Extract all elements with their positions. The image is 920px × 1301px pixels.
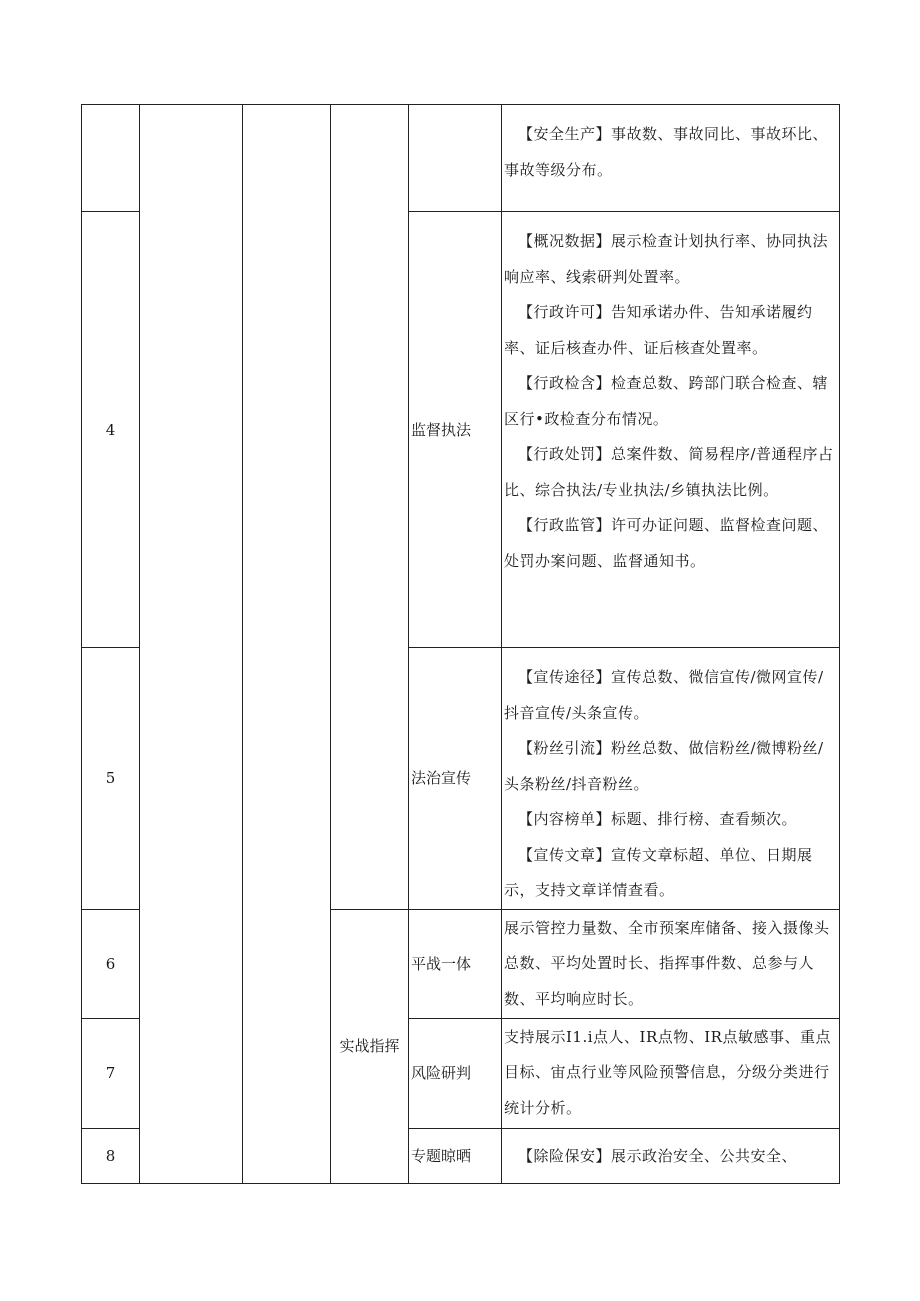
- description-paragraph: 【行政处罚】总案件数、简易程序/普通程序占比、综合执法/专业执法/乡镇执法比例。: [504, 445, 834, 499]
- module-cell: 监督执法: [409, 212, 502, 648]
- module-cell: 法治宣传: [409, 648, 502, 910]
- description-cell: [502, 212, 840, 648]
- row-number-cell: 4: [82, 212, 140, 648]
- description-cell: [502, 648, 840, 910]
- description-paragraph: 【行政监管】许可办证问题、监督检查问题、处罚办案问题、监督通知书。: [504, 516, 829, 570]
- module-cell: [409, 105, 502, 212]
- description-paragraph: 【行政许可】告知承诺办件、告知承诺履约率、证后核查办件、证后核查处置率。: [504, 303, 813, 357]
- description-paragraph: 【概况数据】展示检查计划执行率、协同执法响应率、线索研判处置率。: [504, 232, 829, 286]
- empty-column-cell: [243, 105, 331, 1184]
- description-paragraph: 【行政检含】检查总数、跨部门联合检查、辖区行•政检查分布情况。: [504, 374, 829, 428]
- row-number-cell: 7: [82, 1018, 140, 1128]
- empty-column-cell: [140, 105, 243, 1184]
- description-paragraph: 【除险保安】展示政治安全、公共安全、: [518, 1146, 798, 1165]
- description-paragraph: 【宣传文章】宣传文章标超、单位、日期展示，支持文章详情查看。: [504, 845, 813, 899]
- module-cell: 平战一体: [409, 909, 502, 1018]
- table-row: [82, 105, 840, 212]
- row-number-cell: [82, 105, 140, 212]
- description-cell: [502, 909, 840, 1018]
- module-cell: 专题晾晒: [409, 1128, 502, 1183]
- category-cell-upper: [331, 105, 409, 910]
- row-number-cell: 5: [82, 648, 140, 910]
- row-number-cell: 8: [82, 1128, 140, 1183]
- module-cell: 风险研判: [409, 1018, 502, 1128]
- requirements-table: [81, 104, 840, 1184]
- description-paragraph: 【内容榜单】标题、排行榜、查看频次。: [518, 810, 798, 828]
- description-paragraph: 【安全生产】事故数、事故同比、事故环比、事故等级分布。: [504, 125, 829, 179]
- row-number-cell: 6: [82, 909, 140, 1018]
- description-paragraph: 【宣传途径】宣传总数、微信宣传/微网宣传/抖音宣传/头条宣传。: [504, 668, 824, 722]
- description-cell: [502, 1018, 840, 1128]
- description-paragraph: 展示管控力量数、全市预案库储备、接入摄像头总数、平均处置时长、指挥事件数、总参与人数、平均响应时长。: [504, 918, 830, 1008]
- description-paragraph: 【粉丝引流】粉丝总数、做信粉丝/微博粉丝/头条粉丝/抖音粉丝。: [504, 739, 824, 793]
- description-paragraph: 支持展示I1.i点人、IR点物、IR点敏感事、重点目标、宙点行业等风险预警信息，分级分类进行统计分析。: [504, 1027, 831, 1117]
- description-cell: [502, 1128, 840, 1183]
- category-cell: 实战指挥: [331, 909, 409, 1183]
- description-cell: [502, 105, 840, 212]
